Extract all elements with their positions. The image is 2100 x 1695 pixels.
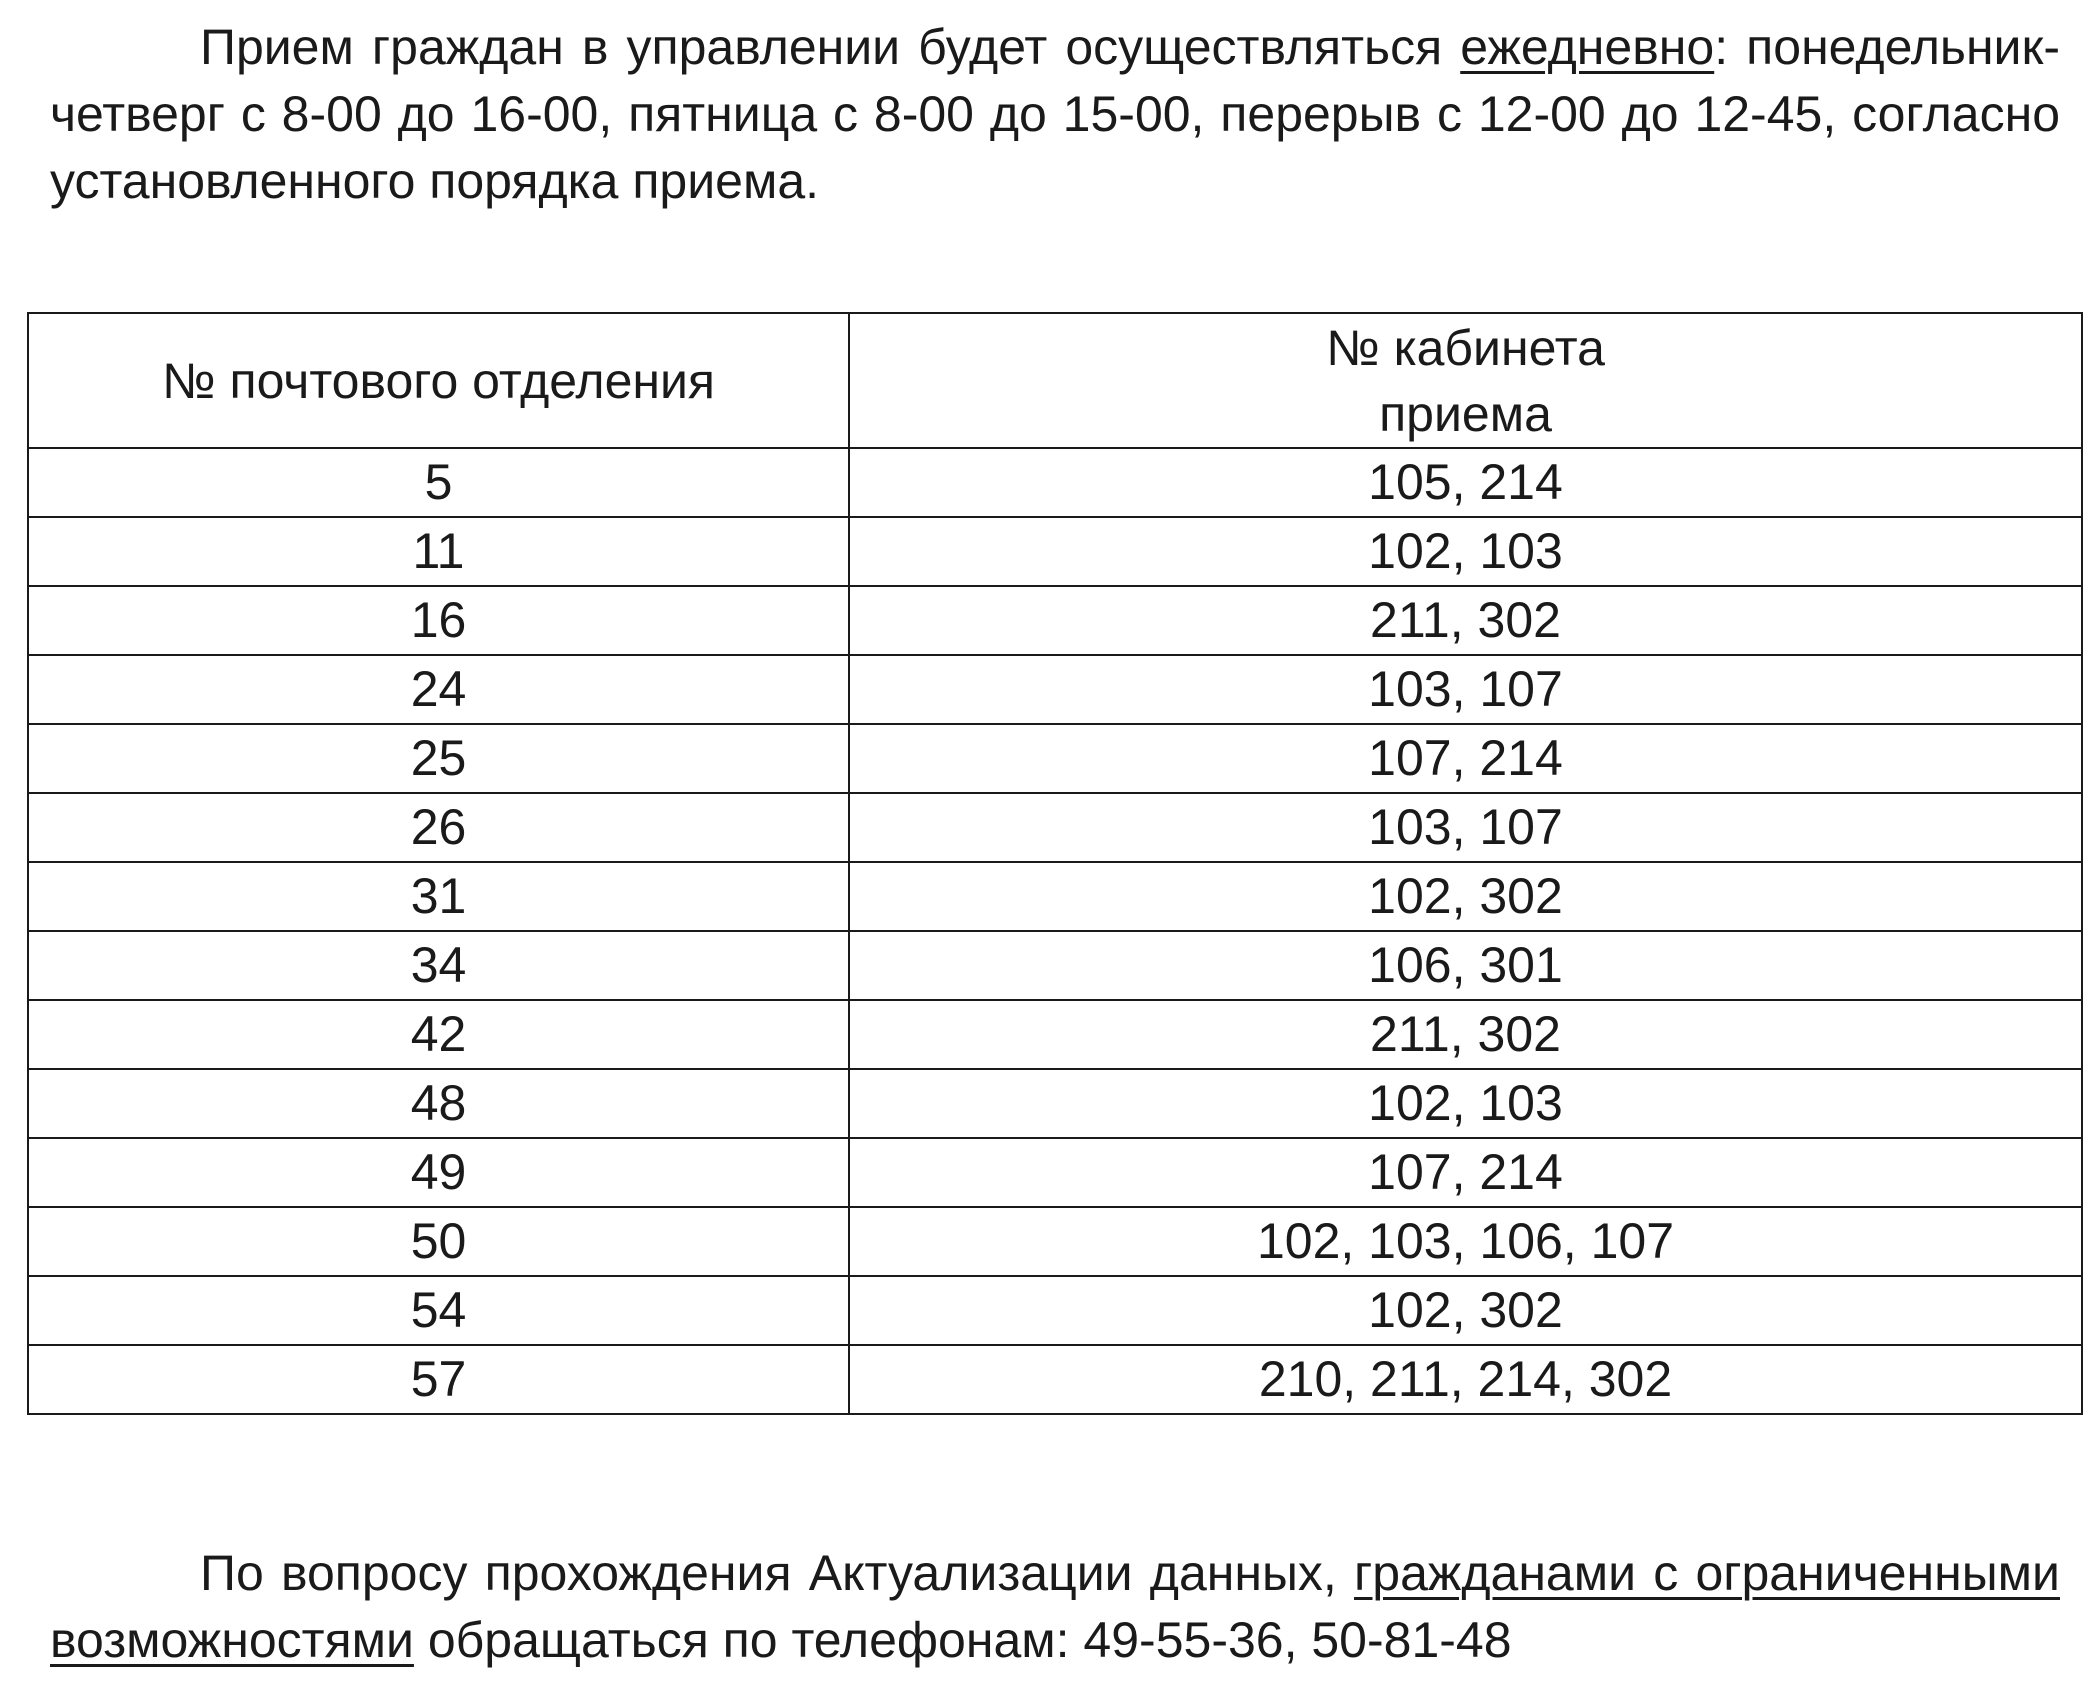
- table-row: [28, 1207, 2082, 1276]
- room-numbers: 102, 103: [849, 517, 2082, 586]
- header-room-line1: № кабинета: [1326, 319, 1605, 376]
- intro-underlined-daily: ежедневно: [1460, 19, 1715, 75]
- room-numbers: 211, 302: [849, 586, 2082, 655]
- header-room: [849, 313, 2082, 448]
- room-numbers: 107, 214: [849, 724, 2082, 793]
- table-row: [28, 1069, 2082, 1138]
- office-number: 49: [28, 1138, 849, 1207]
- table-row: [28, 1000, 2082, 1069]
- footer-underlined-citizens: гражданами с ограниченными возможностями: [50, 1545, 2060, 1668]
- office-number: 48: [28, 1069, 849, 1138]
- office-number: 26: [28, 793, 849, 862]
- office-number: 57: [28, 1345, 849, 1414]
- room-numbers: 102, 103: [849, 1069, 2082, 1138]
- footer-text-before: По вопросу прохождения Актуализации данных,: [200, 1545, 1355, 1601]
- table-row: [28, 1138, 2082, 1207]
- intro-rest: : понедельник-четверг с 8-00 до 16-00, пятница с 8-00 до 15-00, перерыв с 12-00 до 12-45, согласно установленного порядка приема.: [50, 19, 2061, 209]
- office-number: 16: [28, 586, 849, 655]
- table-row: [28, 517, 2082, 586]
- intro-text: Прием граждан в управлении будет осуществляться: [200, 19, 1461, 75]
- room-numbers: 107, 214: [849, 1138, 2082, 1207]
- room-numbers: 103, 107: [849, 655, 2082, 724]
- office-number: 11: [28, 517, 849, 586]
- room-numbers: 103, 107: [849, 793, 2082, 862]
- room-numbers: 105, 214: [849, 448, 2082, 517]
- room-numbers: 106, 301: [849, 931, 2082, 1000]
- room-numbers: 102, 302: [849, 1276, 2082, 1345]
- office-number: 24: [28, 655, 849, 724]
- reception-table: [27, 312, 2083, 1415]
- office-number: 25: [28, 724, 849, 793]
- header-room-line2: приема: [1379, 385, 1552, 442]
- office-number: 31: [28, 862, 849, 931]
- table-row: [28, 1276, 2082, 1345]
- room-numbers: 102, 103, 106, 107: [849, 1207, 2082, 1276]
- office-number: 50: [28, 1207, 849, 1276]
- header-post-office: № почтового отделения: [28, 313, 849, 448]
- footer-phones: обращаться по телефонам: 49-55-36, 50-81-48: [413, 1612, 1512, 1668]
- room-numbers: 211, 302: [849, 1000, 2082, 1069]
- table-row: [28, 655, 2082, 724]
- room-numbers: 102, 302: [849, 862, 2082, 931]
- reception-schedule-paragraph: [50, 14, 2060, 215]
- contact-paragraph: [50, 1540, 2060, 1674]
- table-row: [28, 724, 2082, 793]
- table-row: [28, 793, 2082, 862]
- table-row: [28, 1345, 2082, 1414]
- table-row: [28, 862, 2082, 931]
- office-number: 54: [28, 1276, 849, 1345]
- table-row: [28, 448, 2082, 517]
- office-number: 42: [28, 1000, 849, 1069]
- room-numbers: 210, 211, 214, 302: [849, 1345, 2082, 1414]
- office-number: 5: [28, 448, 849, 517]
- table-row: [28, 931, 2082, 1000]
- table-row: [28, 586, 2082, 655]
- office-number: 34: [28, 931, 849, 1000]
- table-header-row: [28, 313, 2082, 448]
